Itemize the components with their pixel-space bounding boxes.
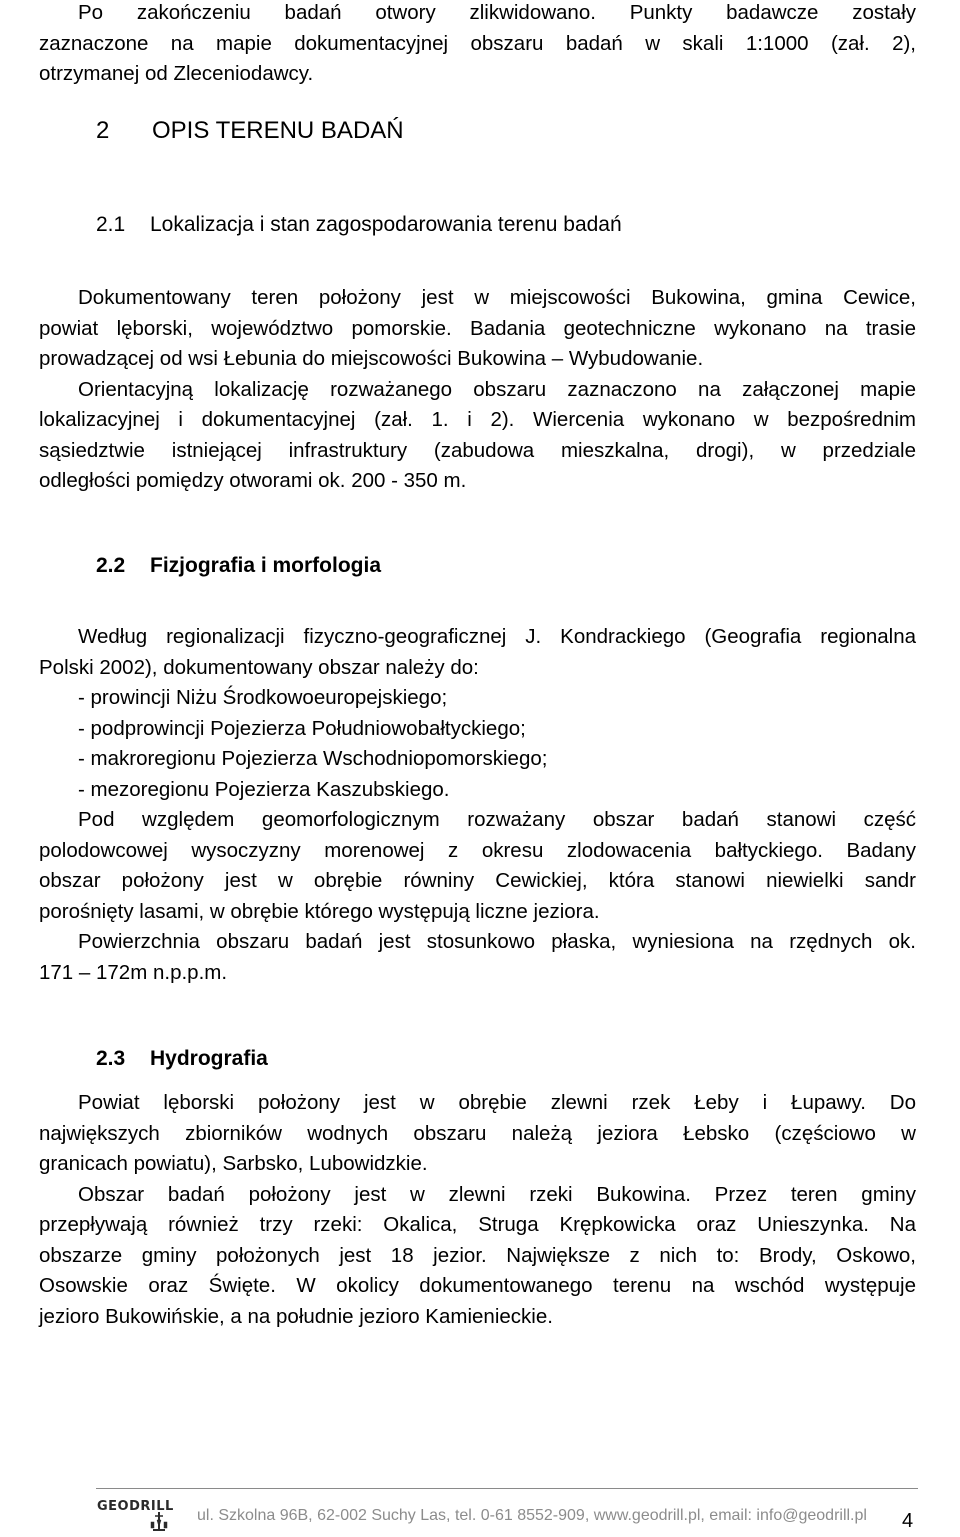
text-line: lokalizacyjnej i dokumentacyjnej (zał. 1. i 2). Wiercenia wykonano w bezpośrednim: [39, 408, 916, 431]
text-line: największych zbiorników wodnych obszaru należą jeziora Łebsko (częściowo w: [39, 1121, 916, 1145]
intro-line-3: otrzymanej od Zleceniodawcy.: [39, 62, 314, 85]
text-line: porośnięty lasami, w obrębie którego występują liczne jeziora.: [39, 899, 600, 923]
section-title: Hydrografia: [150, 1047, 268, 1070]
section-title: Fizjografia i morfologia: [150, 554, 382, 577]
text-line: odległości pomiędzy otworami ok. 200 - 350 m.: [39, 469, 467, 492]
text-line: sąsiedztwie istniejącej infrastruktury (zabudowa mieszkalna, drogi), w przedziale: [39, 438, 916, 462]
list-item: - podprowincji Pojezierza Południowobałtyckiego;: [78, 716, 526, 740]
intro-line-2: zaznaczone na mapie dokumentacyjnej obszaru badań w skali 1:1000 (zał. 2),: [39, 31, 916, 55]
section-heading-2-3: [96, 1044, 268, 1074]
logo-wordmark: GEODRILL: [97, 1499, 174, 1514]
geodrill-logo: [97, 1496, 189, 1532]
page-number: 4: [902, 1510, 914, 1532]
text-line: Według regionalizacji fizyczno-geograficznej J. Kondrackiego (Geografia regionalna: [78, 625, 916, 648]
text-line: prowadzącej od wsi Łebunia do miejscowości Bukowina – Wybudowanie.: [39, 347, 704, 370]
text-line: 171 – 172m n.p.p.m.: [39, 960, 228, 984]
section-heading-2-1: [96, 210, 622, 240]
intro-line-1: Po zakończeniu badań otwory zlikwidowano. Punkty badawcze zostały: [78, 1, 916, 24]
section-number: 2.3: [96, 1047, 126, 1070]
text-line: polodowcowej wysoczyzny morenowej z okresu zlodowacenia bałtyckiego. Badany: [39, 838, 916, 862]
section-number: 2.2: [96, 554, 126, 577]
section-heading-2-2: [96, 551, 381, 581]
text-line: Osowskie oraz Święte. W okolicy dokumentowanego terenu na wschód występuje: [39, 1274, 916, 1297]
geodrill-logo-icon: [97, 1496, 189, 1532]
text-line: Polski 2002), dokumentowany obszar należy do:: [39, 655, 479, 679]
text-line: Orientacyjną lokalizację rozważanego obszaru zaznaczono na załączonej mapie: [78, 377, 916, 401]
list-item: - makroregionu Pojezierza Wschodniopomorskiego;: [78, 747, 548, 770]
text-line: przepływają również trzy rzeki: Okalica, Struga Krępkowicka oraz Unieszynka. Na: [39, 1213, 916, 1236]
text-line: Obszar badań położony jest w zlewni rzeki Bukowina. Przez teren gminy: [78, 1182, 916, 1206]
section-2-1-body: [39, 283, 916, 497]
section-title: OPIS TERENU BADAŃ: [152, 117, 404, 144]
section-number: 2: [96, 117, 110, 144]
text-line: jezioro Bukowińskie, a na południe jezioro Kamienieckie.: [39, 1304, 553, 1328]
text-line: Dokumentowany teren położony jest w miejscowości Bukowina, gmina Cewice,: [78, 286, 916, 309]
text-line: obszarze gminy położonych jest 18 jezior. Największe z nich to: Brody, Oskowo,: [39, 1243, 916, 1267]
text-line: Powierzchnia obszaru badań jest stosunkowo płaska, wyniesiona na rzędnych ok.: [78, 930, 916, 953]
footer-address: ul. Szkolna 96B, 62-002 Suchy Las, tel. 0-61 8552-909, www.geodrill.pl, email: info@geodrill.pl: [197, 1507, 867, 1524]
intro-paragraph: [39, 0, 916, 90]
text-line: Pod względem geomorfologicznym rozważany obszar badań stanowi część: [78, 808, 916, 831]
section-title: Lokalizacja i stan zagospodarowania terenu badań: [150, 213, 622, 236]
section-2-2-body: [39, 622, 916, 988]
text-line: powiat lęborski, województwo pomorskie. Badania geotechniczne wykonano na trasie: [39, 316, 916, 340]
section-number: 2.1: [96, 213, 126, 236]
text-line: granicach powiatu), Sarbsko, Lubowidzkie.: [39, 1152, 428, 1175]
text-line: obszar położony jest w obrębie równiny Cewickiej, która stanowi niewielki sandr: [39, 869, 916, 892]
list-item: - mezoregionu Pojezierza Kaszubskiego.: [78, 777, 450, 801]
section-2-3-body: [39, 1088, 916, 1332]
footer-divider: [96, 1488, 918, 1489]
list-item: - prowincji Niżu Środkowoeuropejskiego;: [78, 686, 448, 709]
section-heading-2: [96, 116, 404, 146]
text-line: Powiat lęborski położony jest w obrębie zlewni rzek Łeby i Łupawy. Do: [78, 1091, 916, 1114]
